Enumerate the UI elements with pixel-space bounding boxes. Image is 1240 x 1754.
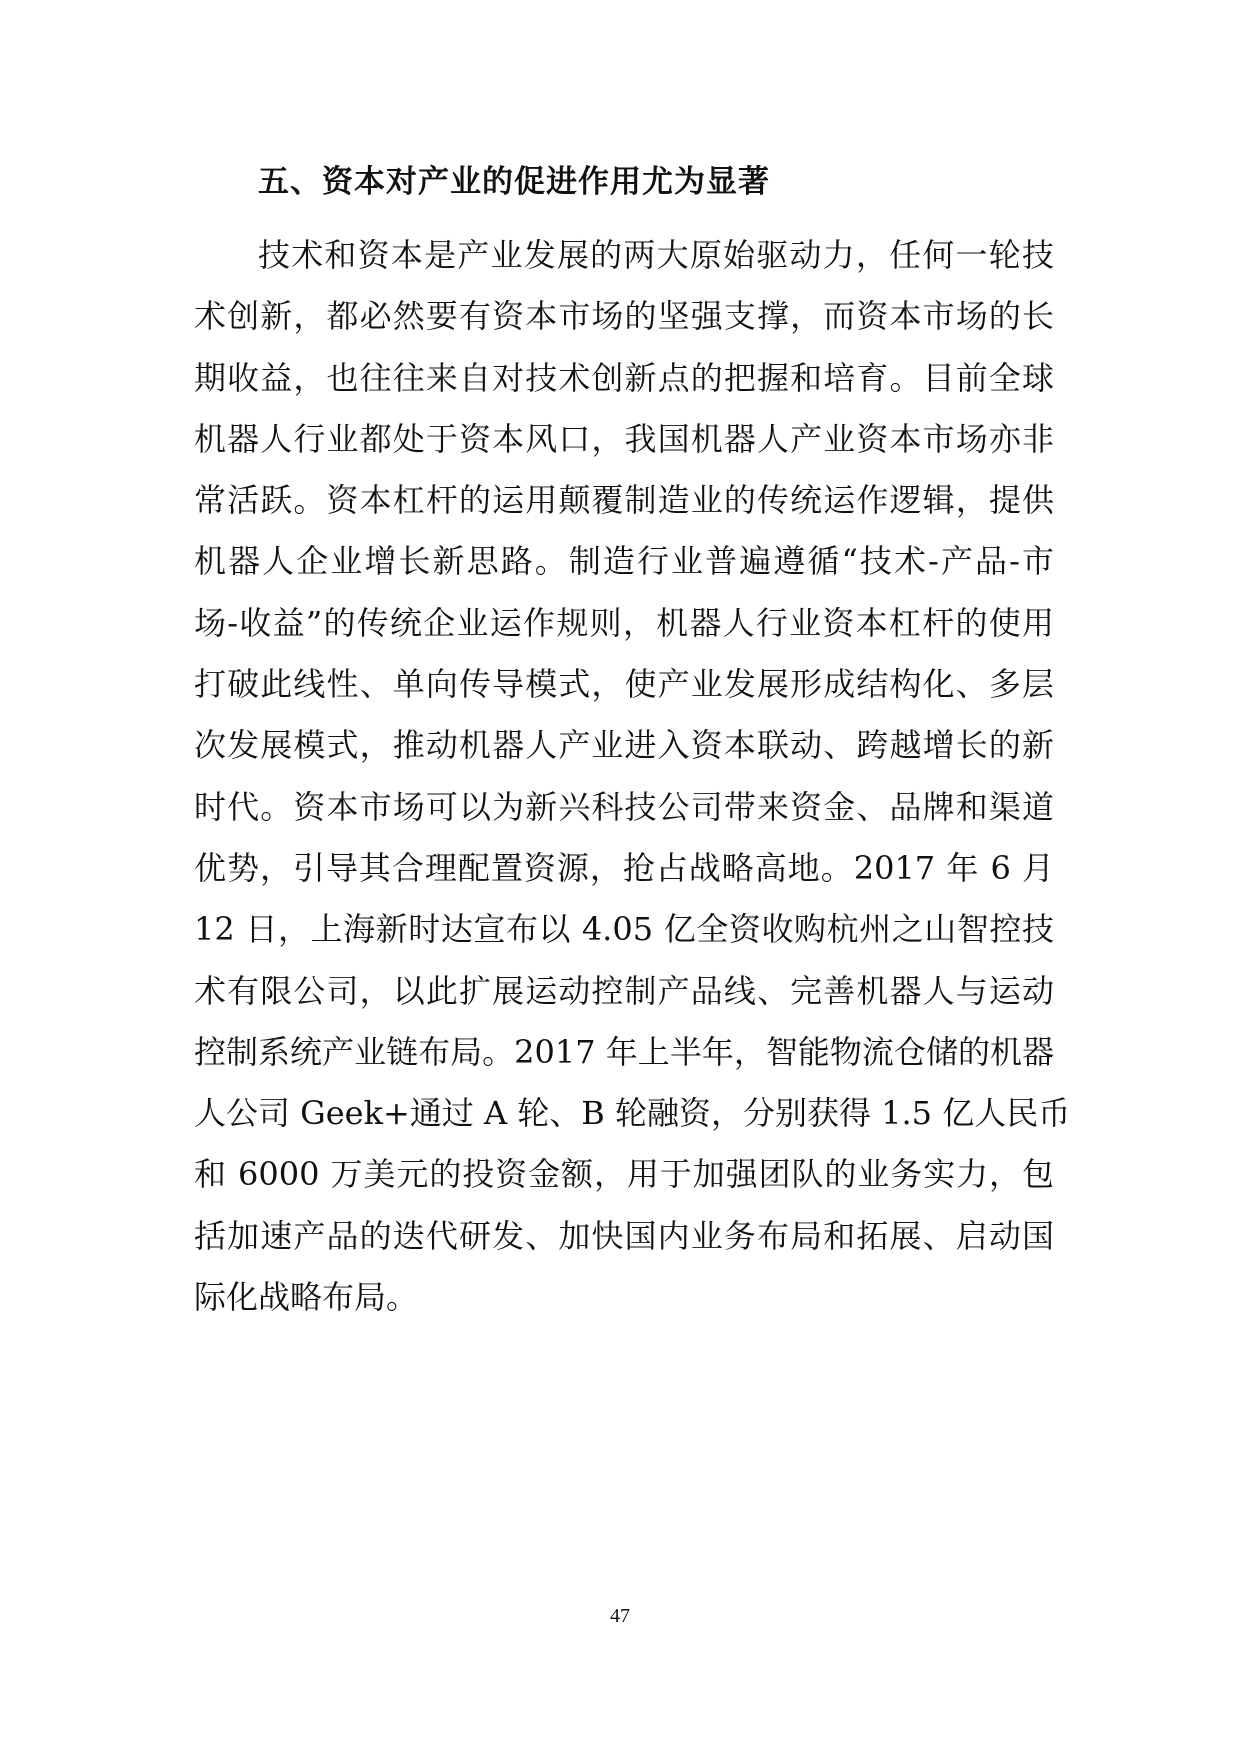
paragraph-line: 时代。资本市场可以为新兴科技公司带来资金、品牌和渠道 bbox=[194, 787, 1054, 826]
paragraph-line: 和 6000 万美元的投资金额，用于加强团队的业务实力，包 bbox=[194, 1155, 1054, 1194]
page-number: 47 bbox=[610, 1605, 630, 1627]
paragraph-line: 常活跃。资本杠杆的运用颠覆制造业的传统运作逻辑，提供 bbox=[194, 481, 1054, 520]
paragraph-line: 技术和资本是产业发展的两大原始驱动力，任何一轮技 bbox=[258, 236, 1054, 274]
paragraph-line: 打破此线性、单向传导模式，使产业发展形成结构化、多层 bbox=[194, 665, 1054, 704]
paragraph-line: 际化战略布局。 bbox=[194, 1278, 419, 1317]
section-heading: 五、资本对产业的促进作用尤为显著 bbox=[258, 164, 770, 200]
paragraph-line: 12 日，上海新时达宣布以 4.05 亿全资收购杭州之山智控技 bbox=[194, 910, 1054, 949]
paragraph-line: 括加速产品的迭代研发、加快国内业务布局和拓展、启动国 bbox=[194, 1216, 1054, 1255]
paragraph-line: 人公司 Geek+通过 A 轮、B 轮融资，分别获得 1.5 亿人民币 bbox=[194, 1094, 1071, 1133]
paragraph-line: 机器人行业都处于资本风口，我国机器人产业资本市场亦非 bbox=[194, 419, 1054, 458]
paragraph-line: 场-收益”的传统企业运作规则，机器人行业资本杠杆的使用 bbox=[194, 603, 1054, 642]
body-paragraph bbox=[194, 225, 1071, 1328]
paragraph-line: 控制系统产业链布局。2017 年上半年，智能物流仓储的机器 bbox=[194, 1032, 1054, 1071]
paragraph-line: 优势，引导其合理配置资源，抢占战略高地。2017 年 6 月 bbox=[194, 848, 1054, 887]
paragraph-line: 次发展模式，推动机器人产业进入资本联动、跨越增长的新 bbox=[194, 726, 1054, 765]
paragraph-line: 术有限公司，以此扩展运动控制产品线、完善机器人与运动 bbox=[194, 971, 1054, 1010]
paragraph-line: 术创新，都必然要有资本市场的坚强支撑，而资本市场的长 bbox=[194, 297, 1054, 336]
paragraph-line: 期收益，也往往来自对技术创新点的把握和培育。目前全球 bbox=[194, 358, 1054, 397]
paragraph-line: 机器人企业增长新思路。制造行业普遍遵循“技术-产品-市 bbox=[194, 542, 1054, 581]
